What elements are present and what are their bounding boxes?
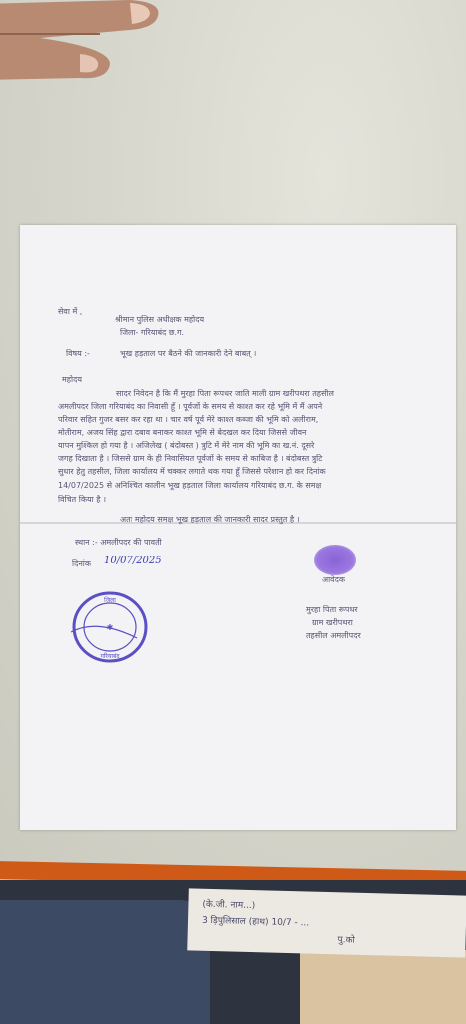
place-line: स्थान :- अमलीपदर की पावती xyxy=(75,538,162,547)
applicant-village: ग्राम खरीपथरा xyxy=(312,618,353,627)
hand xyxy=(0,0,180,90)
body-line-3: परिवार सहित गुजर बसर कर रहा था । चार वर्ष पूर्व मेरे काश्त कब्जा की भूमि को अलीराम, xyxy=(58,415,319,424)
addressee-line-2: जिला- गरियाबंद छ.ग. xyxy=(120,328,185,337)
body-line-9: विचित किया है । xyxy=(58,495,107,504)
office-seal-stamp xyxy=(67,588,149,666)
body-line-2: अमलीपदर जिला गरियाबंद का निवासी हूँ । पूर्वजों के समय से काश्त कर रहे भूमि में मैं अपने xyxy=(58,402,323,411)
greeting: महोदय xyxy=(62,375,82,384)
letter-page xyxy=(20,225,456,830)
applicant-label: आवेदक xyxy=(322,575,346,584)
body-line-6: जगह दिखाता है । जिससे ग्राम के ही निवासियत पूर्वजों के समय से काबिज है । बंदोबस्त त्रुटि xyxy=(58,454,323,463)
body-line-8: 14/07/2025 से अनिश्चित कालीन भूख हड़ताल जिला कार्यालय गरियाबंद छ.ग. के समक्ष xyxy=(58,481,322,490)
note-line-1: (के.जी. नाम...) xyxy=(202,899,256,912)
date-label: दिनांक xyxy=(72,559,91,568)
svg-text:गरियाबंद: गरियाबंद xyxy=(100,653,120,660)
salutation: सेवा में , xyxy=(58,307,83,316)
applicant-name: मुरहा पिता रूपधर xyxy=(306,605,358,614)
note-line-3: पु.को xyxy=(337,935,355,946)
subject-text: भूख हड़ताल पर बैठने की जानकारी देने बाबत् । xyxy=(120,349,257,358)
applicant-tehsil: तहसील अमलीपदर xyxy=(306,631,361,640)
note-line-2: 3 ड़िपुलिसाल (हाथ) 10/7 - ... xyxy=(201,915,310,929)
floor xyxy=(300,950,466,1024)
body-line-4: मोतीराम, अजय सिंह द्वारा दबाव बनाकर काश्त भूमि से बेदखल कर दिया जिससे जीवन xyxy=(58,428,307,437)
svg-text:जिला: जिला xyxy=(104,597,116,604)
date-value: 10/07/2025 xyxy=(104,556,162,566)
body-line-5: यापन मुश्किल हो गया है । अजिलेख ( बंदोबस्त ) त्रुटि में मेरे नाम की भूमि का ख.नं. दूसरे xyxy=(58,441,315,450)
closing-line: अतः महोदय समक्ष भूख हड़ताल की जानकारी सादर प्रस्तुत है । xyxy=(120,515,300,524)
jeans xyxy=(0,900,210,1024)
svg-text:✱: ✱ xyxy=(106,623,114,632)
thumbprint xyxy=(314,545,356,575)
body-line-7: सुधार हेतु तहसील, जिला कार्यालय में चक्कर लगाते थक गया हूँ जिससे परेशान हो कर दिनांक xyxy=(58,467,326,476)
body-line-1: सादर निवेदन है कि मैं मुरहा पिता रूपधर जाति माली ग्राम खरीपथरा तहसील xyxy=(116,389,334,398)
handwritten-note xyxy=(187,888,466,957)
subject-label: विषय :- xyxy=(66,349,90,358)
addressee-line-1: श्रीमान पुलिस अधीक्षक महोदय xyxy=(115,315,205,324)
